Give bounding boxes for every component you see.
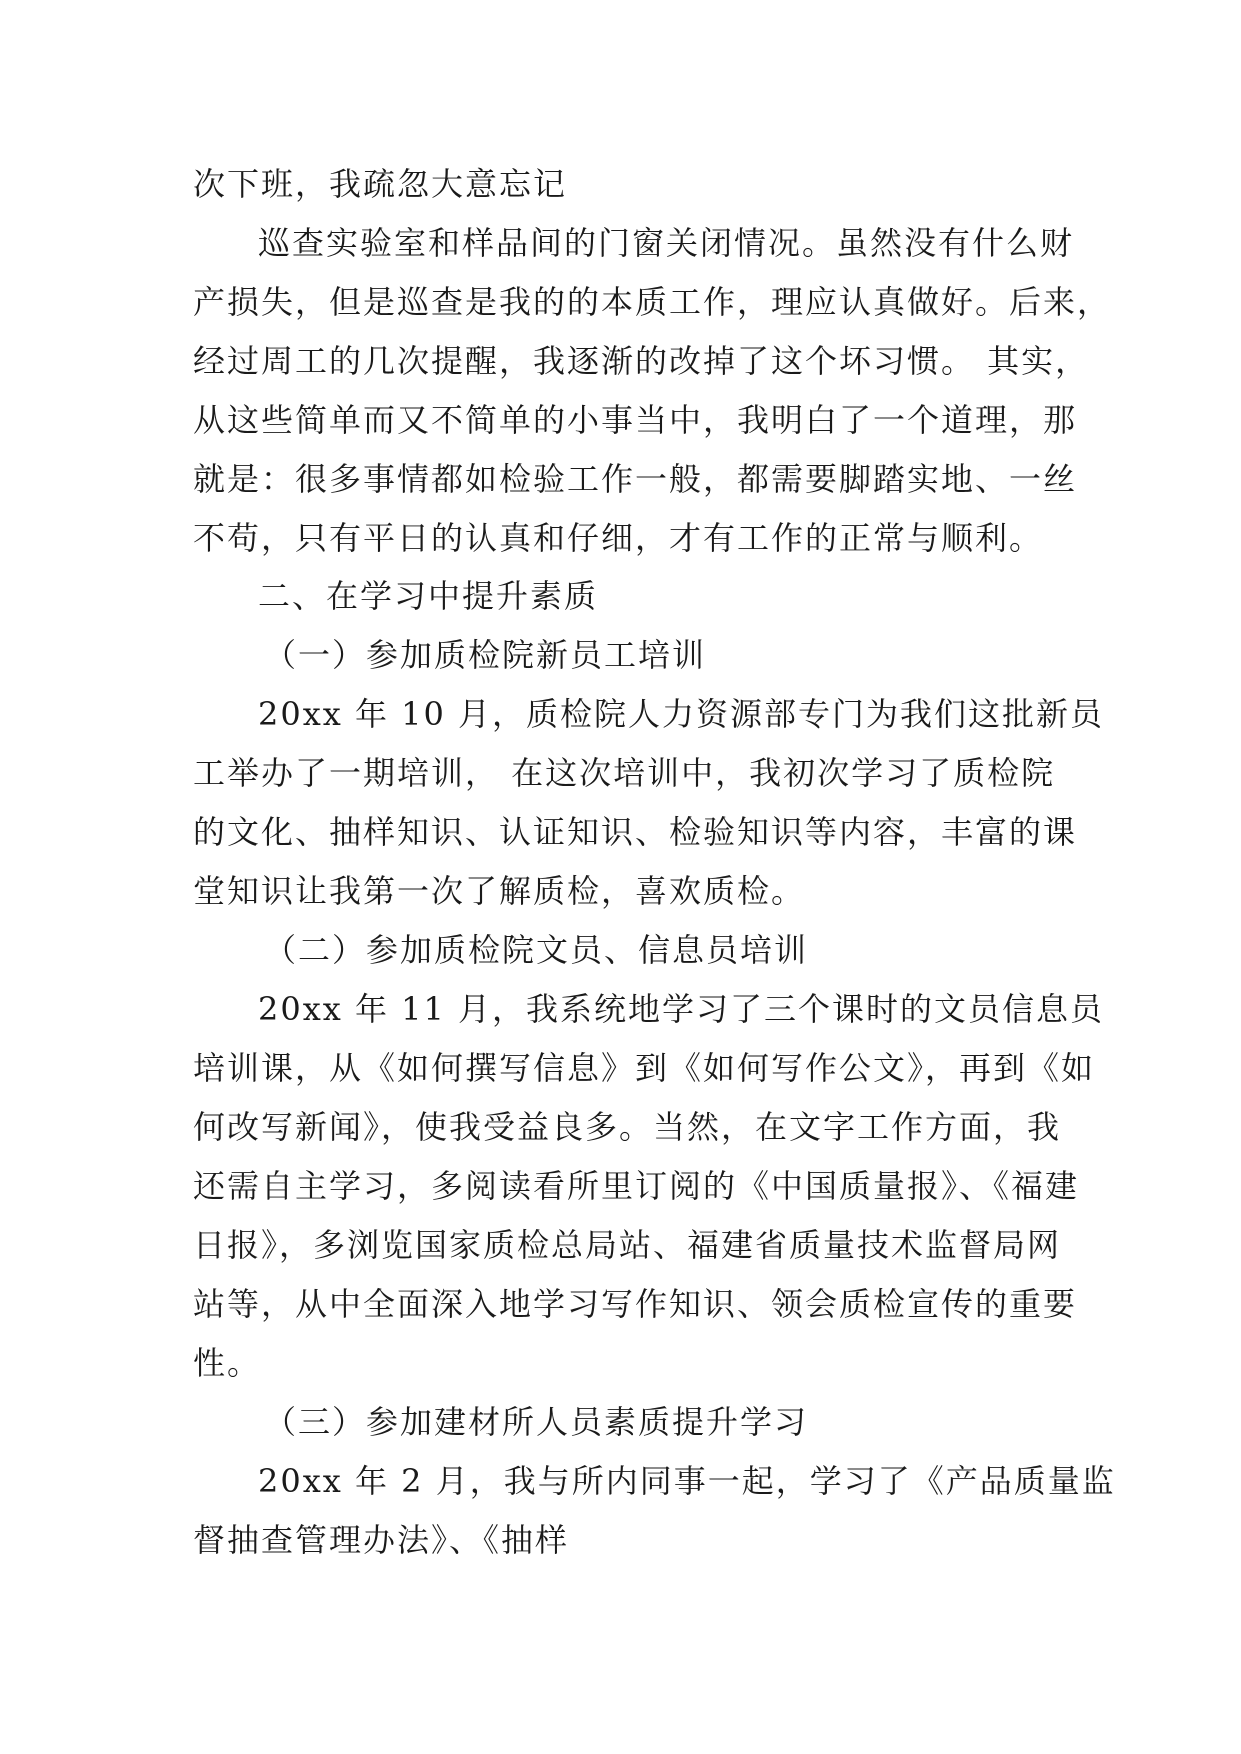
text-line: 20xx 年 11 月，我系统地学习了三个课时的文员信息员: [258, 990, 1105, 1028]
text-line: 20xx 年 10 月，质检院人力资源部专门为我们这批新员: [258, 695, 1105, 733]
text-line: 就是：很多事情都如检验工作一般，都需要脚踏实地、一丝: [193, 460, 1078, 498]
text-line: 工举办了一期培训， 在这次培训中，我初次学习了质检院: [193, 754, 1056, 792]
subsection-heading: （三）参加建材所人员素质提升学习: [264, 1403, 809, 1441]
text-line: 还需自主学习，多阅读看所里订阅的《中国质量报》、《福建: [193, 1167, 1080, 1205]
text-line: 次下班，我疏忽大意忘记: [193, 165, 568, 203]
text-line: 巡查实验室和样品间的门窗关闭情况。虽然没有什么财: [258, 224, 1075, 262]
text-line: 经过周工的几次提醒，我逐渐的改掉了这个坏习惯。 其实，: [193, 342, 1090, 380]
subsection-heading: （二）参加质检院文员、信息员培训: [264, 931, 809, 969]
section-heading: 二、在学习中提升素质: [258, 577, 599, 615]
text-line: 性。: [193, 1344, 262, 1382]
text-line: 日报》，多浏览国家质检总局站、福建省质量技术监督局网: [193, 1226, 1062, 1264]
text-line: 从这些简单而又不简单的小事当中，我明白了一个道理，那: [193, 401, 1078, 439]
text-line: 堂知识让我第一次了解质检，喜欢质检。: [193, 872, 806, 910]
text-line: 20xx 年 2 月，我与所内同事一起，学习了《产品质量监: [258, 1462, 1116, 1500]
text-line: 的文化、抽样知识、认证知识、检验知识等内容，丰富的课: [193, 813, 1078, 851]
text-line: 不苟，只有平日的认真和仔细，才有工作的正常与顺利。: [193, 519, 1044, 557]
text-line: 何改写新闻》，使我受益良多。当然，在文字工作方面，我: [193, 1108, 1062, 1146]
text-line: 培训课，从《如何撰写信息》到《如何写作公文》，再到《如: [193, 1049, 1096, 1087]
subsection-heading: （一）参加质检院新员工培训: [264, 636, 707, 674]
text-line: 产损失，但是巡查是我的的本质工作，理应认真做好。后来，: [193, 283, 1112, 321]
text-line: 站等，从中全面深入地学习写作知识、领会质检宣传的重要: [193, 1285, 1078, 1323]
text-line: 督抽查管理办法》、《抽样: [193, 1521, 570, 1559]
